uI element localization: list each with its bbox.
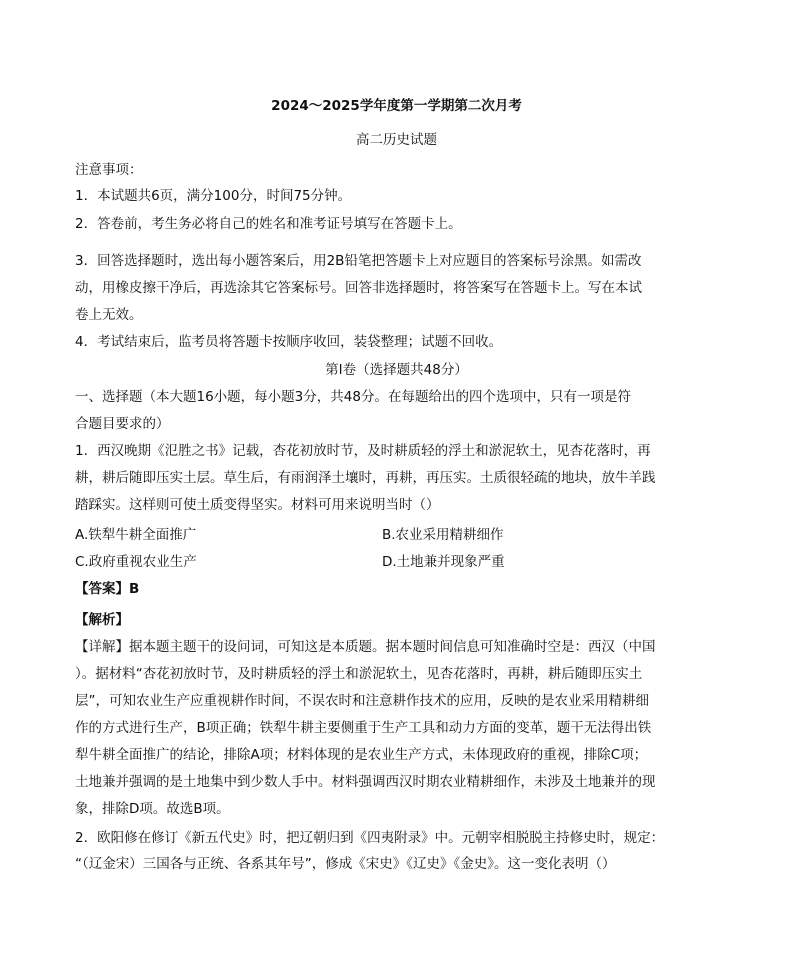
- section-title: 第I卷（选择题共48分）: [325, 362, 468, 378]
- q1-option-a: A.铁犁牛耕全面推广: [75, 527, 197, 543]
- section-intro: 一、选择题（本大题16小题，每小题3分，共48分。在每题给出的四个选项中，只有一项是符: [75, 389, 631, 405]
- q1-stem: 1．西汉晚期《氾胜之书》记载，杏花初放时节，及时耕质轻的浮土和淤泥软土，见杏花落时，再: [75, 443, 651, 459]
- exam-title: 2024～2025学年度第一学期第二次月考: [271, 98, 522, 114]
- section-intro: 合题目要求的）: [75, 416, 170, 432]
- q1-detail: 象，排除D项。故选B项。: [75, 801, 230, 817]
- q2-stem: 2．欧阳修在修订《新五代史》时，把辽朝归到《四夷附录》中。元朝宰相脱脱主持修史时，规定：: [75, 830, 665, 846]
- q2-stem: “（辽金宋）三国各与正统、各系其年号”，修成《宋史》《辽史》《金史》。这一变化表明（）: [75, 856, 616, 872]
- q1-option-c: C.政府重视农业生产: [75, 554, 197, 570]
- notice-item: 卷上无效。: [75, 307, 143, 323]
- q1-answer: 【答案】B: [75, 581, 140, 597]
- q1-stem: 耕，耕后随即压实土层。草生后，有雨润泽土壤时，再耕，再压实。土质很轻疏的地块，放牛羊践: [75, 470, 656, 486]
- exam-subtitle: 高二历史试题: [356, 132, 437, 148]
- q1-detail: 土地兼并强调的是土地集中到少数人手中。材料强调西汉时期农业精耕细作，未涉及土地兼并的现: [75, 774, 656, 790]
- q1-detail: 层”，可知农业生产应重视耕作时间，不误农时和注意耕作技术的应用，反映的是农业采用精耕细: [75, 693, 649, 709]
- q1-option-b: B.农业采用精耕细作: [382, 527, 504, 543]
- notice-item: 动，用橡皮擦干净后，再选涂其它答案标号。回答非选择题时，将答案写在答题卡上。写在本试: [75, 280, 642, 296]
- q1-detail: 【详解】据本题主题干的设问词，可知这是本质题。据本题时间信息可知准确时空是：西汉（中国: [75, 639, 656, 655]
- notice-item: 1．本试题共6页，满分100分，时间75分钟。: [75, 188, 352, 204]
- notice-heading: 注意事项：: [75, 162, 143, 178]
- q1-stem: 踏踩实。这样则可使土质变得坚实。材料可用来说明当时（）: [75, 497, 440, 513]
- notice-item: 3．回答选择题时，选出每小题答案后，用2B铅笔把答题卡上对应题目的答案标号涂黑。如需改: [75, 253, 642, 269]
- q1-analysis-label: 【解析】: [75, 612, 129, 628]
- notice-item: 2．答卷前，考生务必将自己的姓名和准考证号填写在答题卡上。: [75, 216, 462, 232]
- q1-option-d: D.土地兼并现象严重: [382, 554, 505, 570]
- q1-detail: 犁牛耕全面推广的结论，排除A项；材料体现的是农业生产方式，未体现政府的重视，排除C项；: [75, 747, 648, 763]
- q1-detail: ）。据材料“杏花初放时节，及时耕质轻的浮土和淤泥软土，见杏花落时，再耕，耕后随即压实土: [75, 666, 643, 682]
- q1-detail: 作的方式进行生产，B项正确；铁犁牛耕主要侧重于生产工具和动力方面的变革，题干无法得出铁: [75, 720, 652, 736]
- notice-item: 4．考试结束后，监考员将答题卡按顺序收回，装袋整理；试题不回收。: [75, 334, 503, 350]
